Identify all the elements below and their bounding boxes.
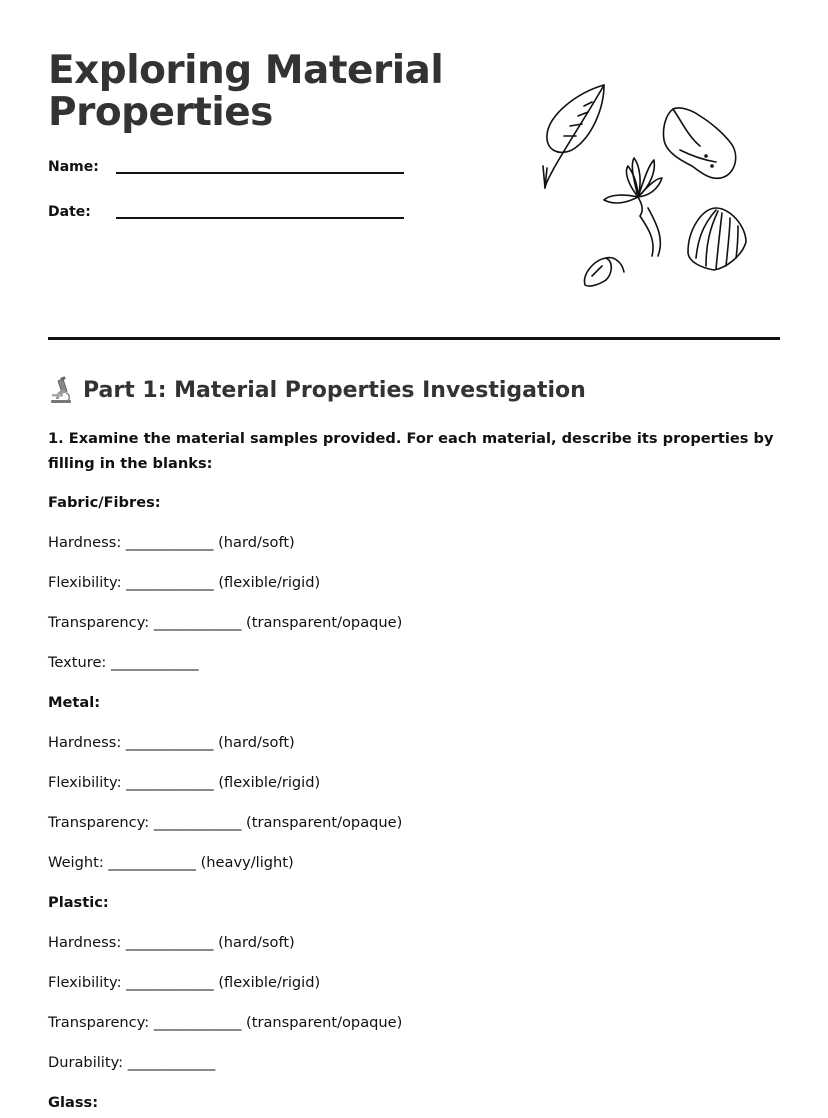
- property-line[interactable]: Flexibility: ____________ (flexible/rigid): [48, 974, 321, 991]
- shell-icon: [688, 208, 746, 270]
- rock-icon: [663, 108, 735, 178]
- material-heading-metal: Metal:: [48, 694, 101, 711]
- date-label: Date:: [48, 204, 91, 220]
- property-line[interactable]: Durability: ____________: [48, 1054, 216, 1071]
- section-divider: [48, 337, 780, 340]
- property-line[interactable]: Hardness: ____________ (hard/soft): [48, 534, 295, 551]
- leaf-icon: [543, 85, 604, 188]
- natural-materials-illustration: [530, 80, 760, 295]
- flower-icon: [604, 158, 662, 256]
- material-heading-plastic: Plastic:: [48, 894, 109, 911]
- property-line[interactable]: Flexibility: ____________ (flexible/rigid): [48, 774, 321, 791]
- property-line[interactable]: Transparency: ____________ (transparent/opaque): [48, 1014, 403, 1031]
- material-heading-fabric: Fabric/Fibres:: [48, 494, 161, 511]
- name-write-line[interactable]: [116, 172, 404, 174]
- material-heading-glass: Glass:: [48, 1094, 99, 1111]
- property-line[interactable]: Weight: ____________ (heavy/light): [48, 854, 294, 871]
- property-line[interactable]: Flexibility: ____________ (flexible/rigid): [48, 574, 321, 591]
- property-line[interactable]: Hardness: ____________ (hard/soft): [48, 934, 295, 951]
- part1-heading: [48, 374, 586, 406]
- property-line[interactable]: Transparency: ____________ (transparent/opaque): [48, 614, 403, 631]
- instruction-question-1: 1. Examine the material samples provided. For each material, describe its properties by filling in the blanks:: [48, 430, 774, 472]
- microscope-icon: [48, 375, 74, 405]
- name-label: Name:: [48, 159, 99, 175]
- property-line[interactable]: Transparency: ____________ (transparent/opaque): [48, 814, 403, 831]
- date-field: [48, 204, 408, 228]
- seed-pod-icon: [585, 258, 624, 286]
- date-write-line[interactable]: [116, 217, 404, 219]
- property-line[interactable]: Texture: ____________: [48, 654, 199, 671]
- property-line[interactable]: Hardness: ____________ (hard/soft): [48, 734, 295, 751]
- part1-heading-text: Part 1: Material Properties Investigation: [83, 377, 586, 403]
- page-title: Exploring Material Properties: [48, 48, 444, 135]
- name-field: [48, 159, 408, 183]
